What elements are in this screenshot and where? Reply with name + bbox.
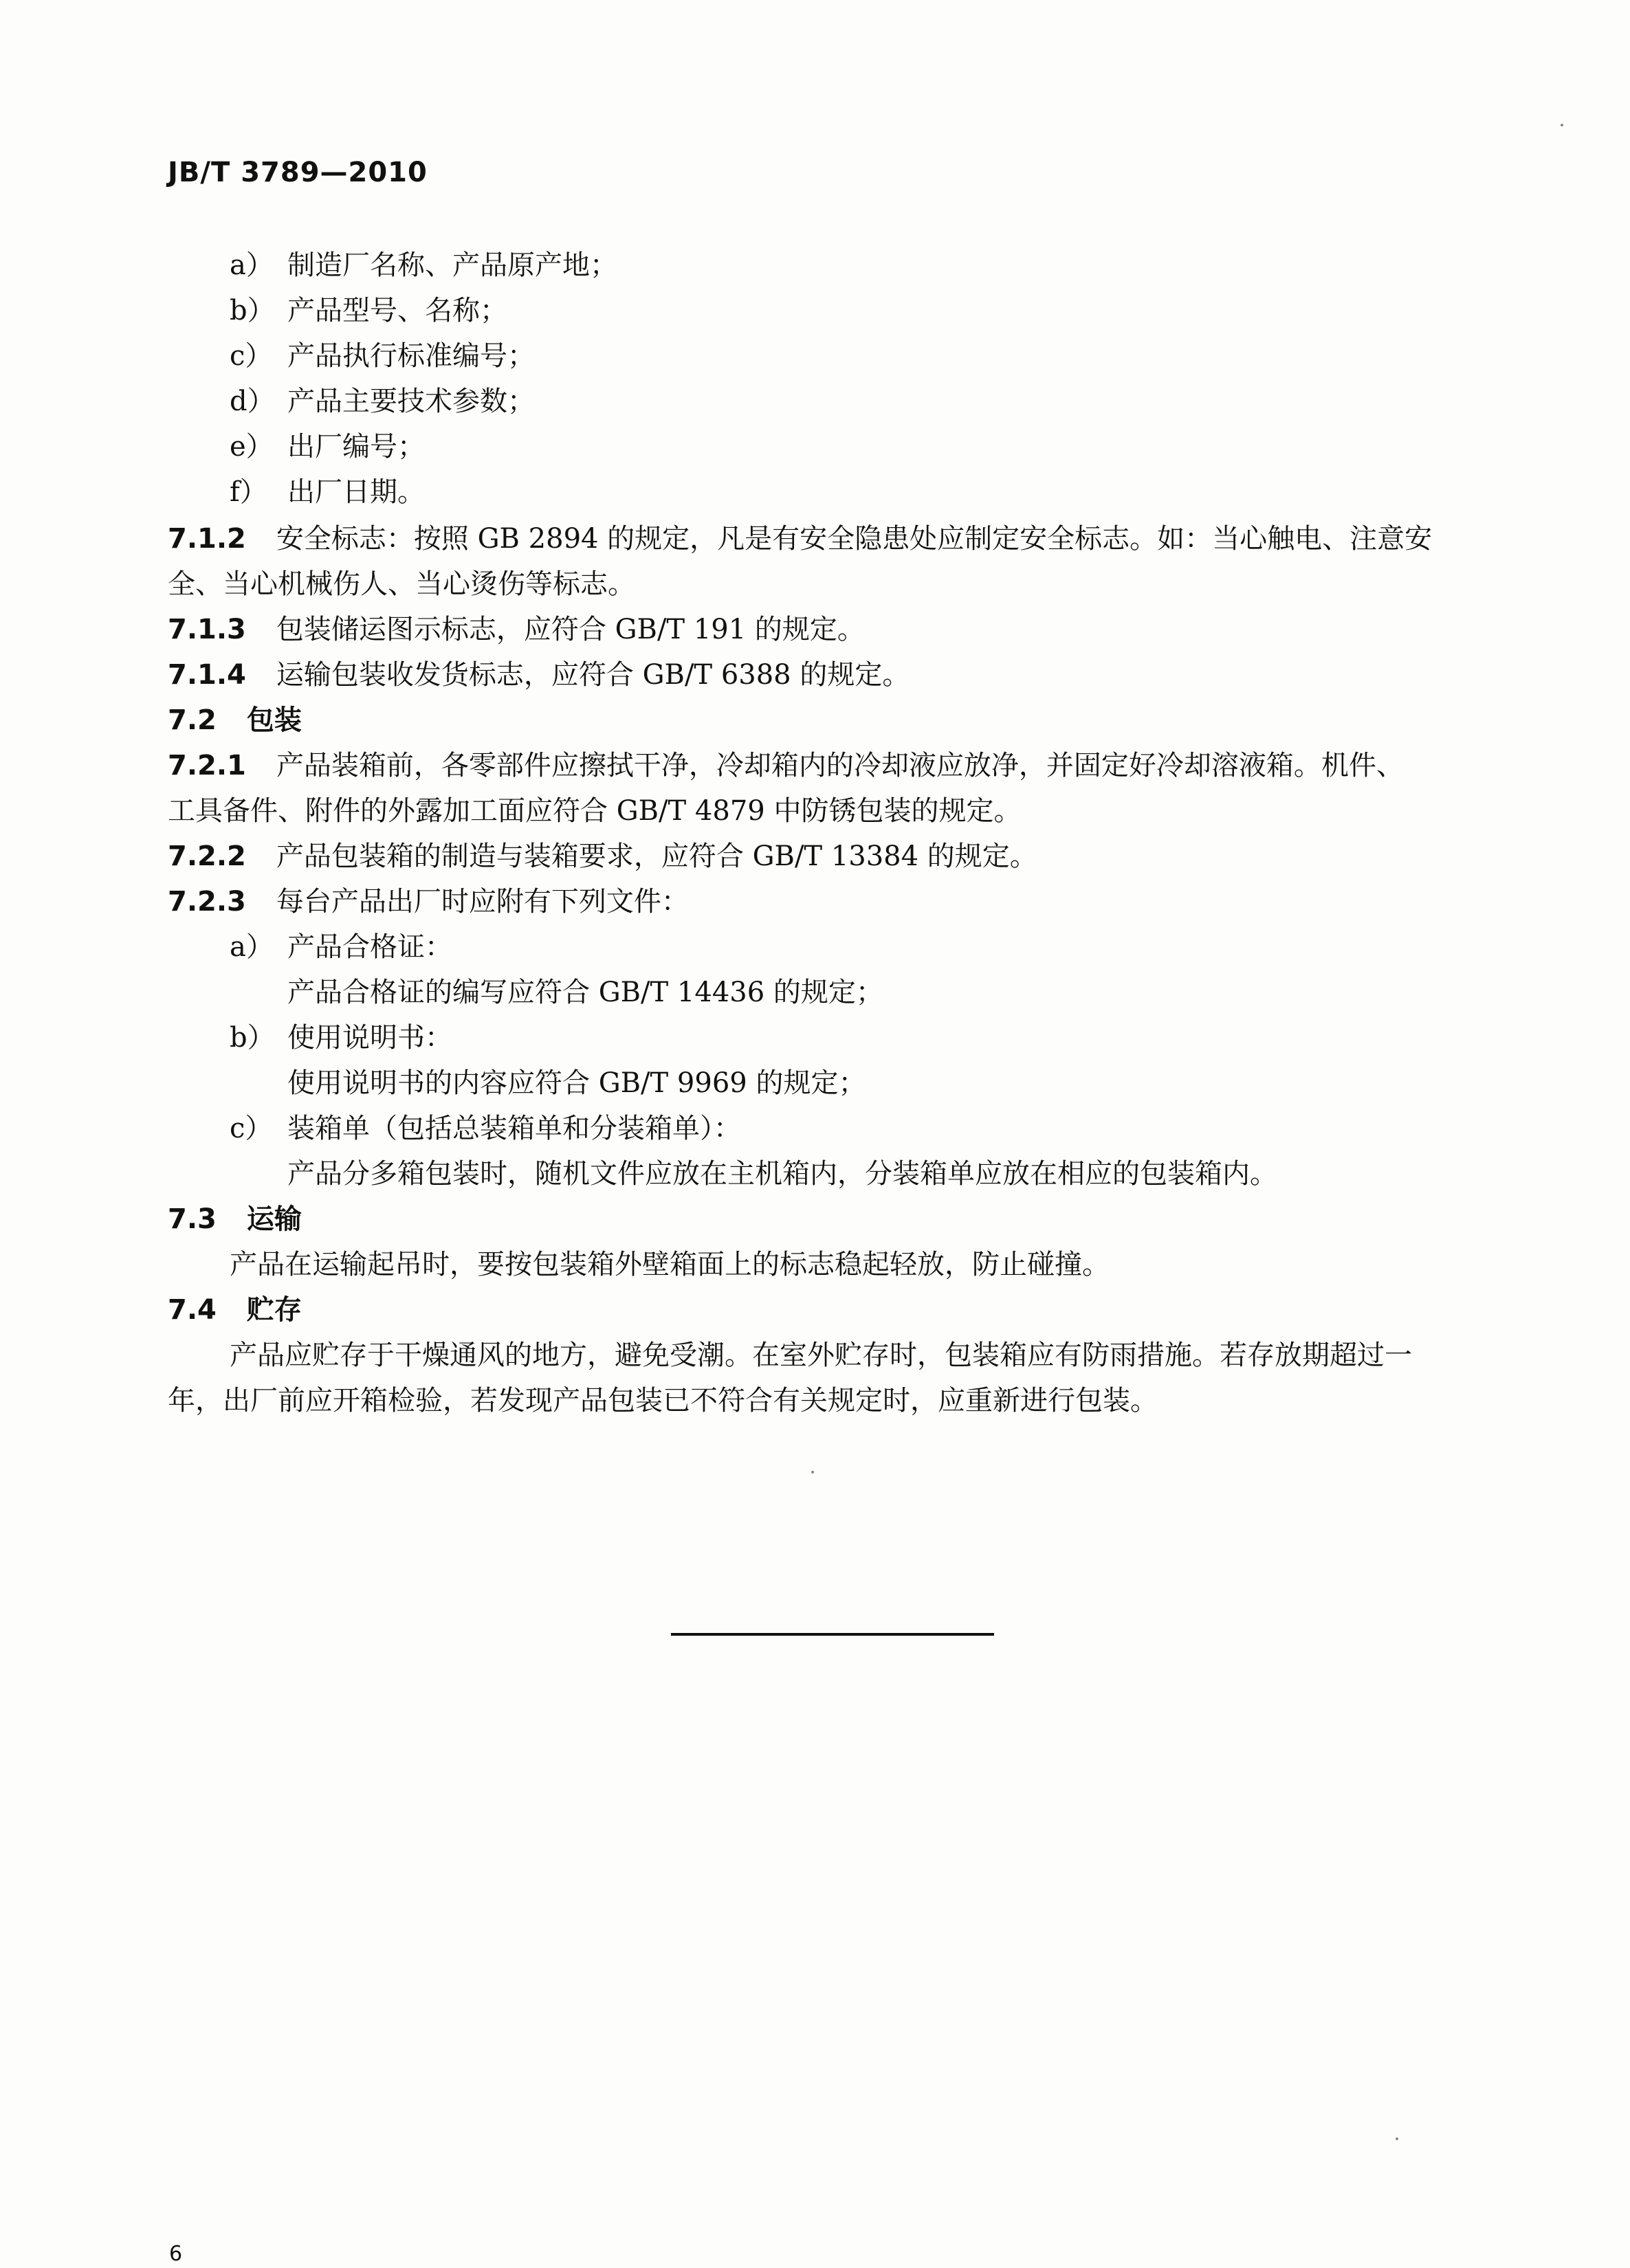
section-7-4-text: 产品应贮存于干燥通风的地方，避免受潮。在室外贮存时，包装箱应有防雨措施。若存放期超过一 xyxy=(230,1339,1412,1371)
list-item-text: 产品执行标准编号； xyxy=(287,340,535,372)
clause-text: 产品装箱前，各零部件应擦拭干净，冷却箱内的冷却液应放净，并固定好冷却溶液箱。机件、 xyxy=(276,750,1404,781)
list-item xyxy=(230,1020,452,1056)
list-item xyxy=(230,474,425,510)
clause-7-2-1-continuation: 工具备件、附件的外露加工面应符合 GB/T 4879 中防锈包装的规定。 xyxy=(168,795,1022,827)
list-marker: c） xyxy=(230,340,273,372)
list-marker: c） xyxy=(230,1113,273,1144)
clause-number: 7.2.2 xyxy=(168,841,246,872)
document-code-header: JB/T 3789—2010 xyxy=(168,157,428,188)
list-item xyxy=(230,429,425,465)
section-7-4-heading xyxy=(168,1292,302,1328)
list-marker: b） xyxy=(230,1022,275,1054)
clause-7-2-2 xyxy=(168,838,1037,874)
scan-speck xyxy=(811,1471,814,1474)
clause-number: 7.2.3 xyxy=(168,886,246,918)
list-item-title: 产品合格证： xyxy=(287,931,452,963)
clause-7-1-3 xyxy=(168,612,865,647)
list-item-text: 出厂日期。 xyxy=(287,476,425,508)
clause-7-2-1 xyxy=(168,748,1404,783)
section-title: 运输 xyxy=(246,1203,302,1235)
list-marker: a） xyxy=(230,931,274,963)
list-item-text: 制造厂名称、产品原产地； xyxy=(287,249,617,281)
list-item xyxy=(230,1111,741,1146)
clause-text: 安全标志：按照 GB 2894 的规定，凡是有安全隐患处应制定安全标志。如：当心触电、注意安 xyxy=(276,523,1433,555)
list-marker: d） xyxy=(230,386,275,417)
section-title: 包装 xyxy=(246,704,302,736)
list-item xyxy=(230,383,535,419)
clause-number: 7.2.1 xyxy=(168,750,246,781)
section-7-2-heading xyxy=(168,702,302,738)
list-item-text: 产品型号、名称； xyxy=(287,295,507,326)
list-marker: b） xyxy=(230,295,275,326)
list-item-text: 产品主要技术参数； xyxy=(287,386,535,417)
clause-7-1-4 xyxy=(168,657,910,693)
section-7-3-heading xyxy=(168,1201,302,1237)
list-marker: e） xyxy=(230,431,274,463)
scan-speck xyxy=(1561,124,1563,126)
clause-text: 每台产品出厂时应附有下列文件： xyxy=(276,886,689,918)
clause-text: 包装储运图示标志，应符合 GB/T 191 的规定。 xyxy=(276,614,865,645)
clause-7-1-2 xyxy=(168,521,1432,557)
section-7-3-text: 产品在运输起吊时，要按包装箱外壁箱面上的标志稳起轻放，防止碰撞。 xyxy=(230,1249,1110,1280)
clause-text: 产品包装箱的制造与装箱要求，应符合 GB/T 13384 的规定。 xyxy=(276,841,1037,872)
section-number: 7.2 xyxy=(168,704,217,736)
list-item-detail: 产品分多箱包装时，随机文件应放在主机箱内，分装箱单应放在相应的包装箱内。 xyxy=(287,1158,1277,1190)
clause-7-1-2-continuation: 全、当心机械伤人、当心烫伤等标志。 xyxy=(168,568,635,600)
end-of-document-rule xyxy=(671,1633,994,1636)
list-marker: a） xyxy=(230,249,274,281)
section-number: 7.3 xyxy=(168,1203,217,1235)
clause-number: 7.1.3 xyxy=(168,614,246,645)
clause-number: 7.1.2 xyxy=(168,523,246,555)
list-item-detail: 使用说明书的内容应符合 GB/T 9969 的规定； xyxy=(287,1067,866,1099)
clause-7-2-3 xyxy=(168,884,689,920)
section-7-4-continuation: 年，出厂前应开箱检验，若发现产品包装已不符合有关规定时，应重新进行包装。 xyxy=(168,1385,1158,1416)
clause-number: 7.1.4 xyxy=(168,659,246,691)
clause-text: 运输包装收发货标志，应符合 GB/T 6388 的规定。 xyxy=(276,659,910,691)
list-item xyxy=(230,247,617,283)
list-item-detail: 产品合格证的编写应符合 GB/T 14436 的规定； xyxy=(287,977,883,1008)
list-item xyxy=(230,293,507,329)
list-marker: f） xyxy=(230,476,267,508)
list-item-text: 出厂编号； xyxy=(287,431,425,463)
list-item xyxy=(230,338,535,374)
list-item xyxy=(230,929,452,965)
page-number: 6 xyxy=(169,2242,183,2266)
scan-speck xyxy=(1396,2137,1398,2140)
list-item-title: 装箱单（包括总装箱单和分装箱单）： xyxy=(287,1113,741,1144)
section-title: 贮存 xyxy=(246,1293,302,1326)
list-item-title: 使用说明书： xyxy=(287,1022,452,1054)
section-number: 7.4 xyxy=(168,1294,217,1326)
